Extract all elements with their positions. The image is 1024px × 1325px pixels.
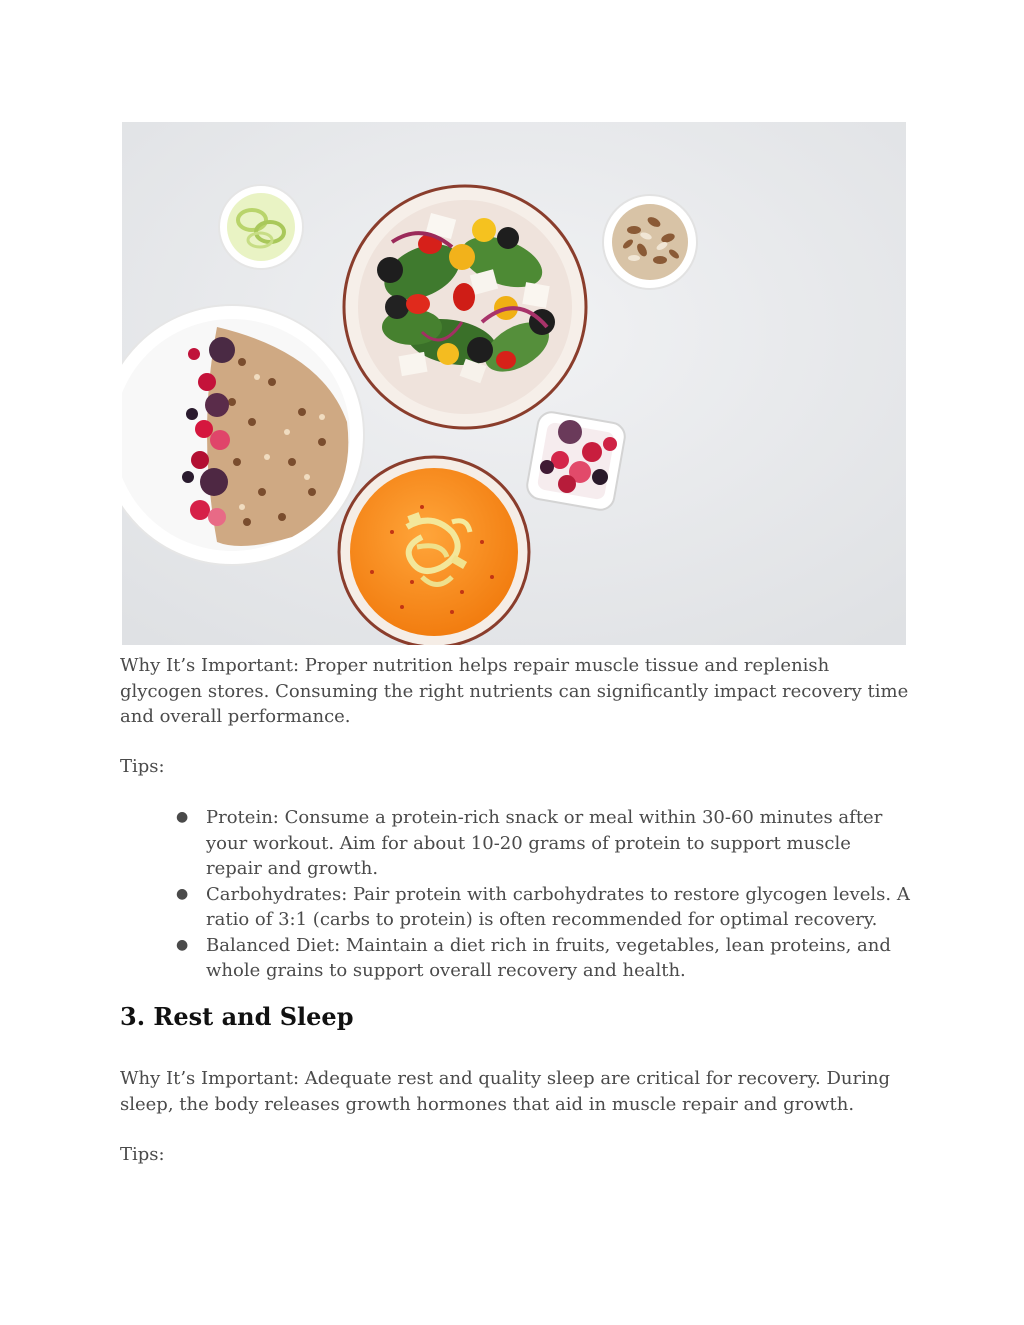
bullet-icon: ● xyxy=(176,936,189,953)
bullet-icon: ● xyxy=(176,809,189,825)
tip-balanced-diet: Balanced Diet: Maintain a diet rich in fruits, vegetables, lean proteins, and whole grains to support overall recovery and health. xyxy=(206,934,891,981)
tip-carbohydrates: Carbohydrates: Pair protein with carbohydrates to restore glycogen levels. A ratio of 3:1 (carbs to protein) is often recommended for optimal recovery. xyxy=(206,883,910,930)
tip-protein: Protein: Consume a protein-rich snack or meal within 30-60 minutes after your workout. Aim for about 10-20 grams of protein to support muscle repair and growth. xyxy=(206,807,883,879)
soup-bowl xyxy=(339,457,529,645)
nuts-bowl xyxy=(603,195,697,289)
salad-bowl xyxy=(344,186,586,428)
rest-why-important: Why It’s Important: Adequate rest and quality sleep are critical for recovery. During sleep, the body releases growth hormones that aid in muscle repair and growth. xyxy=(120,1068,890,1115)
list-item xyxy=(120,933,910,984)
section-heading-rest-sleep: 3. Rest and Sleep xyxy=(120,1002,354,1031)
berries-bowl xyxy=(525,410,627,512)
food-bowls-photo xyxy=(122,122,906,645)
nutrition-tips-label: Tips: xyxy=(120,756,165,777)
leek-bowl xyxy=(219,185,303,269)
list-item xyxy=(120,882,910,933)
nutrition-tips-list xyxy=(120,805,910,984)
nutrition-why-important: Why It’s Important: Proper nutrition helps repair muscle tissue and replenish glycogen stores. Consuming the right nutrients can significantly impact recovery time and overall performance. xyxy=(120,655,909,727)
bullet-icon: ● xyxy=(176,885,189,902)
rest-tips-label: Tips: xyxy=(120,1144,165,1165)
list-item xyxy=(120,805,910,882)
